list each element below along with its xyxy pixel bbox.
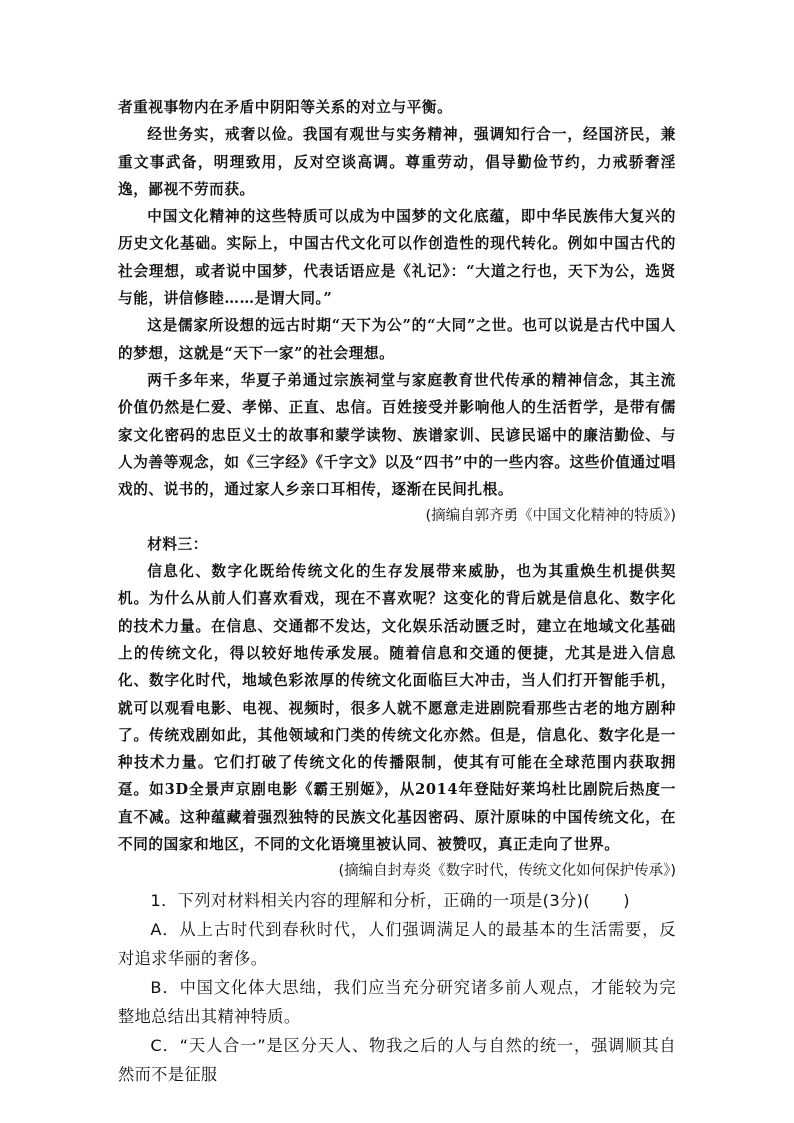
material2-paragraph-4: 这是儒家所设想的远古时期“天下为公”的“大同”之世。也可以说是古代中国人的梦想，这就是“天下一家”的社会理想。 [118, 317, 676, 362]
material2-paragraph-2: 经世务实，戒奢以俭。我国有观世与实务精神，强调知行合一，经国济民，兼重文事武备，明理致用，反对空谈高调。尊重劳动，倡导勤俭节约，力戒骄奢淫逸，鄙视不劳而获。 [118, 126, 676, 198]
material2-paragraph-3: 中国文化精神的这些特质可以成为中国梦的文化底蕴，即中华民族伟大复兴的历史文化基础。实际上，中国古代文化可以作创造性的现代转化。例如中国古代的社会理想，或者说中国梦，代表话语应是《礼记》：“大道之行也，天下为公，选贤与能，讲信修睦……是谓大同。” [118, 208, 676, 308]
question-1-option-c: C．“天人合一”是区分天人、物我之后的人与自然的统一，强调顺其自然而不是征服 [118, 1035, 676, 1084]
material3-heading: 材料三： [147, 535, 208, 553]
material2-paragraph-5: 两千多年来，华夏子弟通过宗族祠堂与家庭教育世代传承的精神信念，其主流价值仍然是仁爱、孝悌、正直、忠信。百姓接受并影响他人的生活哲学，是带有儒家文化密码的忠臣义士的故事和蒙学读物、族谱家训、民谚民谣中的廉洁勤俭、与人为善等观念，如《三字经》《千字文》以及“四书”中的一些内容。这些价值通过唱戏的、说书的，通过家人乡亲口耳相传，逐渐在民间扎根。 [118, 371, 676, 499]
question-1 [118, 886, 676, 1089]
document-body [118, 94, 676, 1089]
material3-paragraph-1: 信息化、数字化既给传统文化的生存发展带来威胁，也为其重焕生机提供契机。为什么从前人们喜欢看戏，现在不喜欢呢？这变化的背后就是信息化、数字化的技术力量。在信息、交通都不发达，文化娱乐活动匮乏时，建立在地域文化基础上的传统文化，得以较好地传承发展。随着信息和交通的便捷，尤其是进入信息化、数字化时代，地域色彩浓厚的传统文化面临巨大冲击，当人们打开智能手机，就可以观看电影、电视、视频时，很多人就不愿意走进剧院看那些古老的地方剧种了。传统戏剧如此，其他领域和门类的传统文化亦然。但是，信息化、数字化是一种技术力量。它们打破了传统文化的传播限制，使其有可能在全球范围内获取拥趸。如3D全景声京剧电影《霸王别姬》，从2014年登陆好莱坞杜比剧院后热度一直不减。这种蕴藏着强烈独特的民族文化基因密码、原汁原味的中国传统文化，在不同的国家和地区，不同的文化语境里被认同、被赞叹，真正走向了世界。 [118, 563, 676, 854]
material2-source: (摘编自郭齐勇《中国文化精神的特质》) [425, 508, 676, 525]
question-1-stem: 1．下列对材料相关内容的理解和分析，正确的一项是(3分)( ) [150, 890, 630, 910]
question-1-option-b: B．中国文化体大思绌，我们应当充分研究诸多前人观点，才能较为完整地总结出其精神特质。 [118, 977, 676, 1026]
material2-paragraph-1: 者重视事物内在矛盾中阴阳等关系的对立与平衡。 [118, 99, 453, 116]
material3-source: (摘编自封寿炎《数字时代，传统文化如何保护传承》) [338, 863, 676, 880]
question-1-option-a: A．从上古时代到春秋时代，人们强调满足人的最基本的生活需要，反对追求华丽的奢侈。 [118, 919, 676, 968]
